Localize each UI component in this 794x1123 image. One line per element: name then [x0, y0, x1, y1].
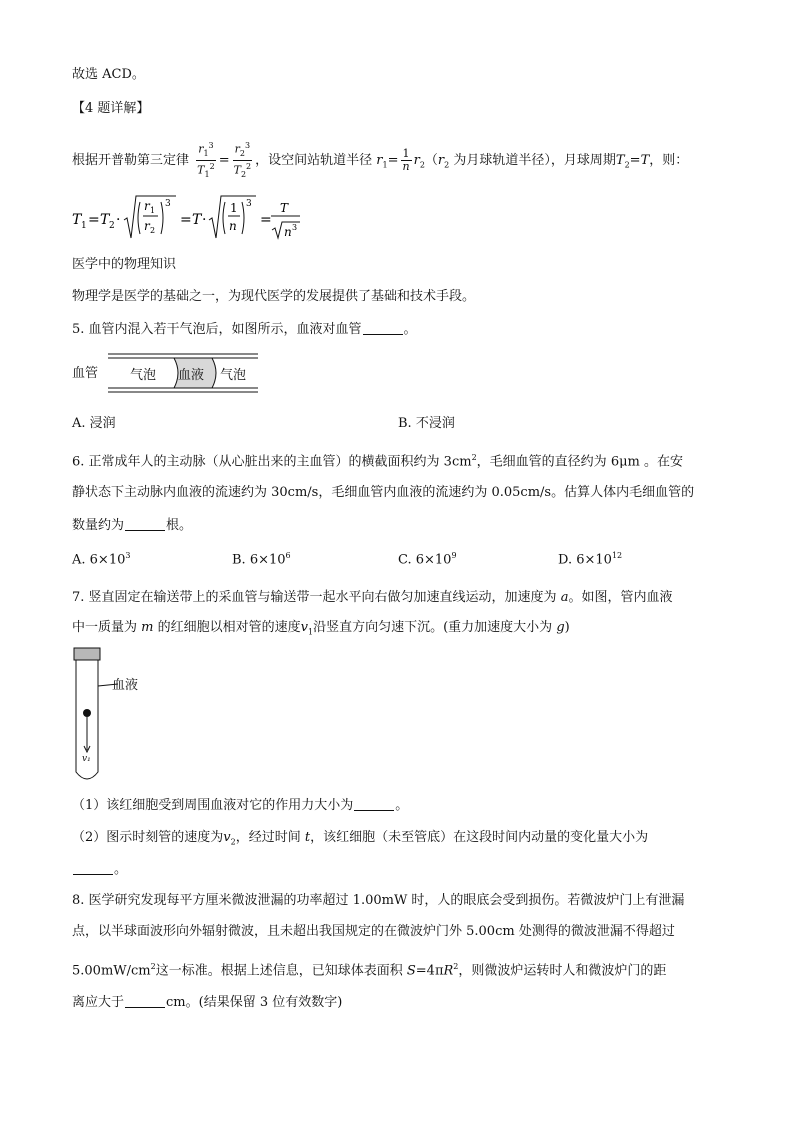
svg-text:n: n [229, 219, 237, 233]
answer-blank [125, 993, 165, 1008]
section-title: 医学中的物理知识 [72, 257, 177, 272]
q5-option-b[interactable]: B. 不浸润 [398, 416, 455, 431]
svg-text:n: n [284, 225, 292, 239]
answer-blank [73, 860, 113, 875]
q6-line-1: 6. 正常成年人的主动脉（从心脏出来的主血管）的横截面积约为 $3cm^2$，毛细血管的直径约为 6μm 。在安 [72, 453, 684, 470]
q8-line-1: 8. 医学研究发现每平方厘米微波泄漏的功率超过 1.00mW 时，人的眼底会受到损伤。若微波炉门上有泄漏 [72, 893, 685, 908]
blood-label: 血液 [178, 368, 205, 383]
q7-sub-2-end: 。 [72, 860, 127, 879]
kepler-fraction-right: $\frac{r_2^3}{T_2^2}$ [233, 141, 252, 179]
q7-line-1: 7. 竖直固定在输送带上的采血管与输送带一起水平向右做匀加速直线运动，加速度为 a。如图，管内血液 [72, 590, 673, 605]
q6-option-a[interactable]: A. $6\times 10^3$ [72, 551, 131, 568]
q8-line-3: $5.00mW/cm^2$这一标准。根据上述信息，已知球体表面积 $S=4\pi R^2$，则微波炉运转时人和微波炉门的距 [72, 962, 667, 979]
kepler-result-formula [72, 192, 312, 248]
q7-figure [72, 646, 192, 786]
q7-sub-2: （2）图示时刻管的速度为$v_2$，经过时间 t，该红细胞（未至管底）在这段时间内动量的变化量大小为 [72, 830, 649, 847]
answer-blank [363, 320, 403, 335]
answer-blank [354, 796, 394, 811]
svg-text:·: · [116, 212, 121, 228]
intro-text: 物理学是医学的基础之一，为现代医学的发展提供了基础和技术手段。 [72, 289, 476, 304]
bubble-label-1: 气泡 [130, 368, 157, 383]
q6-line-2: 静状态下主动脉内血液的流速约为 30cm/s，毛细血管内血液的流速约为 0.05cm/s。估算人体内毛细血管的 [72, 485, 695, 500]
kepler-paragraph: 根据开普勒第三定律 $\frac{r_1^3}{T_1^2}$ = $\frac{r_2^3}{T_2^2}$ ，设空间站轨道半径 $r_1=$ $\frac{1}{n}$ $r_2(r_2$ 为月球轨道半径），月球周期$T_2=T$，则： [72, 141, 689, 179]
previous-answer: 故选 ACD。 [72, 67, 145, 82]
svg-text:=: = [260, 212, 272, 228]
svg-text:3: 3 [165, 199, 171, 209]
velocity-label: v₁ [82, 754, 91, 764]
svg-text:T: T [192, 212, 202, 228]
svg-text:T: T [280, 201, 289, 215]
section-heading: 【4 题详解】 [72, 101, 150, 116]
svg-text:·: · [202, 212, 207, 228]
q6-line-3: 数量约为 根。 [72, 518, 193, 533]
q6-option-c[interactable]: C. $6\times 10^9$ [398, 551, 457, 568]
answer-blank [125, 516, 165, 531]
svg-text:r: r [144, 219, 150, 233]
svg-text:T: T [72, 212, 82, 228]
svg-text:=: = [180, 212, 192, 228]
q7-line-2: 中一质量为 m 的红细胞以相对管的速度$v_1$沿竖直方向匀速下沉。(重力加速度大小为 g) [72, 620, 570, 637]
q8-line-2: 点，以半球面波形向外辐射微波，且未超出我国规定的在微波炉门外 5.00cm 处测得的微波泄漏不得超过 [72, 924, 675, 939]
bubble-label-2: 气泡 [220, 368, 247, 383]
svg-text:3: 3 [246, 199, 252, 209]
q8-line-4: 离应大于 cm。(结果保留 3 位有效数字) [72, 995, 343, 1010]
q5-option-a[interactable]: A. 浸润 [72, 416, 116, 431]
kepler-fraction-left: $\frac{r_1^3}{T_1^2}$ [197, 141, 215, 179]
blood-label: 血液 [112, 678, 139, 693]
q7-sub-1: （1）该红细胞受到周围血液对它的作用力大小为 。 [72, 798, 409, 813]
svg-text:1: 1 [150, 206, 156, 215]
svg-text:r: r [144, 199, 150, 213]
vessel-label: 血管 [72, 366, 99, 381]
q5-figure [72, 352, 272, 394]
svg-text:1: 1 [230, 201, 238, 215]
svg-text:T: T [100, 212, 110, 228]
svg-text:=: = [88, 212, 100, 228]
blood-tube-diagram [72, 646, 192, 786]
svg-text:1: 1 [81, 221, 87, 231]
q6-option-d[interactable]: D. $6\times 10^{12}$ [558, 551, 623, 568]
formula-graphic [72, 192, 312, 244]
svg-text:3: 3 [292, 223, 298, 232]
svg-text:2: 2 [109, 221, 115, 231]
q5-stem: 5. 血管内混入若干气泡后，如图所示，血液对血管 。 [72, 322, 417, 337]
q6-option-b[interactable]: B. $6\times 10^6$ [232, 551, 291, 568]
svg-text:2: 2 [150, 226, 156, 235]
